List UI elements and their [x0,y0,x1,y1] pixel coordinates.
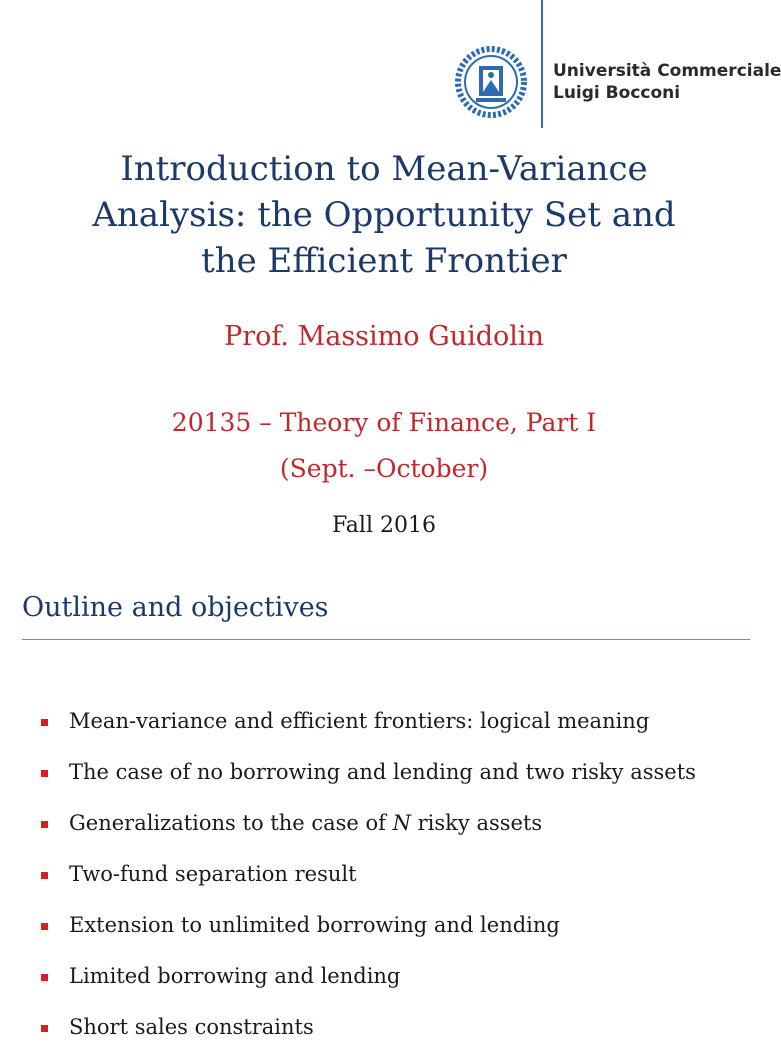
term-label: Fall 2016 [332,513,436,538]
slide-title-line1: Introduction to Mean-Variance [120,149,648,189]
outline-item [0,960,768,1011]
bullet-square-icon [41,974,48,981]
slide-title [0,146,768,284]
outline-heading-rule [22,639,750,640]
outline-item-text: Limited borrowing and lending [69,964,401,988]
outline-item [0,756,768,807]
university-name-line2: Luigi Bocconi [553,83,681,103]
bocconi-seal-logo [456,44,526,120]
outline-item-text: Mean-variance and efficient frontiers: logical meaning [69,709,650,733]
author-name: Prof. Massimo Guidolin [224,321,544,352]
course-period: (Sept. –October) [279,454,489,483]
outline-item-text: Short sales constraints [69,1015,314,1039]
bullet-square-icon [41,923,48,930]
bullet-square-icon [41,1025,48,1032]
course-title: 20135 – Theory of Finance, Part I [171,408,597,437]
bullet-square-icon [41,872,48,879]
outline-item-text: Generalizations to the case of N risky assets [69,811,543,835]
university-name [553,60,781,104]
outline-item [0,705,768,756]
bullet-square-icon [41,770,48,777]
slide-title-line2: Analysis: the Opportunity Set and [92,195,676,235]
course-info [0,400,768,492]
outline-item [0,909,768,960]
outline-item-text: The case of no borrowing and lending and two risky assets [69,760,696,784]
university-name-line1: Università Commerciale [553,61,781,81]
outline-list [0,705,768,1062]
outline-heading: Outline and objectives [22,592,329,623]
variable-n: N [392,811,411,835]
outline-item-text: Extension to unlimited borrowing and lending [69,913,560,937]
slide-title-line3: the Efficient Frontier [201,241,567,281]
header-divider [541,0,543,128]
bullet-square-icon [41,821,48,828]
bullet-square-icon [41,719,48,726]
outline-item [0,1011,768,1062]
outline-item-text: Two-fund separation result [69,862,357,886]
outline-item [0,807,768,858]
outline-item [0,858,768,909]
